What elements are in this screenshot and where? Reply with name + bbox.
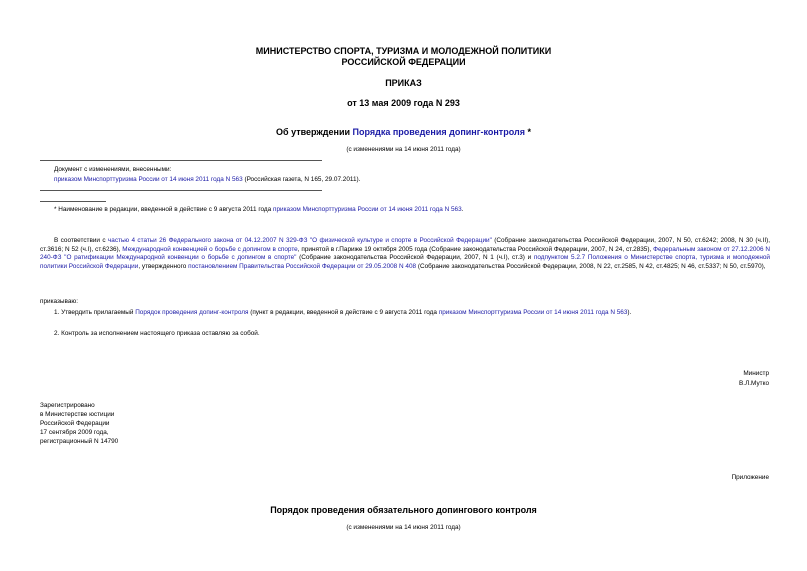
- document-title: [0, 127, 807, 137]
- ministry-line-1: МИНИСТЕРСТВО СПОРТА, ТУРИЗМА И МОЛОДЕЖНОЙ ПОЛИТИКИ: [255, 46, 552, 56]
- preamble-paragraph: [40, 237, 770, 271]
- item1-text-3: ).: [627, 309, 632, 316]
- amend-box-top-rule: [40, 160, 322, 161]
- item1-text-2: (пункт в редакции, введенной в действие с 9 августа 2011 года: [248, 309, 439, 316]
- preamble-link-convention[interactable]: Международной конвенцией о борьбе с допингом в спорте: [122, 245, 298, 253]
- title-amended: (с изменениями на 14 июня 2011 года): [346, 146, 461, 153]
- footnote-text: * Наименование в редакции, введенной в действие с 9 августа 2011 года: [54, 206, 273, 213]
- title-link[interactable]: Порядка проведения допинг-контроля: [352, 127, 525, 137]
- footnote: [54, 205, 463, 214]
- amend-box-bottom-rule: [40, 190, 322, 191]
- registration-line-1: Зарегистрировано: [40, 402, 95, 409]
- preamble-link-clause-527[interactable]: подпунктом 5.2.7 Положения о Министерстве спорта, туризма и молодежной политики Российской Федерации: [40, 254, 770, 270]
- footnote-rule: [40, 201, 106, 202]
- appendix-amended: (с изменениями на 14 июня 2011 года): [346, 524, 461, 531]
- signature-title: Министр: [743, 370, 769, 377]
- preamble-text-5: , утвержденного: [138, 262, 189, 270]
- appendix-label: Приложение: [731, 474, 769, 481]
- order-item-2: 2. Контроль за исполнением настоящего приказа оставляю за собой.: [54, 330, 260, 337]
- amend-box-link[interactable]: приказом Минспорттуризма России от 14 июня 2011 года N 563: [54, 176, 243, 183]
- registration-line-4: 17 сентября 2009 года,: [40, 429, 109, 436]
- preamble-link-resolution-408[interactable]: постановлением Правительства Российской Федерации от 29.05.2008 N 408: [188, 262, 417, 270]
- title-prefix: Об утверждении: [276, 127, 353, 137]
- appendix-title: Порядок проведения обязательного допингового контроля: [270, 505, 537, 515]
- item1-link-procedure[interactable]: Порядок проведения допинг-контроля: [135, 309, 249, 316]
- title-suffix: *: [524, 127, 531, 137]
- preamble-text-3: , принятой в г.Париже 19 октября 2005 года (Собрание законодательства Российской Федерации, 2007, N 24, ст.2835),: [297, 245, 654, 253]
- preamble-link-law-329[interactable]: частью 4 статьи 26 Федерального закона от 04.12.2007 N 329-ФЗ "О физической культуре и спорте в Российской Федерации": [107, 237, 492, 244]
- footnote-link[interactable]: приказом Минспорттуризма России от 14 июня 2011 года N 563: [272, 206, 462, 213]
- footnote-end: .: [461, 206, 464, 213]
- amend-box-line2: [54, 175, 360, 184]
- amend-box-tail: (Российская газета, N 165, 29.07.2011).: [242, 176, 361, 183]
- doc-type: ПРИКАЗ: [385, 78, 422, 88]
- signature-name: В.Л.Мутко: [739, 380, 769, 387]
- registration-block: [40, 401, 118, 446]
- preamble-text-4: (Собрание законодательства Российской Федерации, 2007, N 1 (ч.I), ст.3) и: [296, 254, 534, 262]
- registration-line-2: в Министерстве юстиции: [40, 411, 115, 418]
- preamble-text-6: (Собрание законодательства Российской Федерации, 2008, N 22, ст.2585, N 42, ст.4825; N 46, ст.5337; N 50, ст.5970),: [416, 262, 766, 270]
- amend-box-line1: Документ с изменениями, внесенными:: [54, 166, 172, 173]
- registration-line-3: Российской Федерации: [40, 420, 110, 427]
- item1-link-order-563[interactable]: приказом Минспорттуризма России от 14 июня 2011 года N 563: [438, 309, 628, 316]
- ministry-line-2: РОССИЙСКОЙ ФЕДЕРАЦИИ: [341, 57, 466, 67]
- preamble-link-law-240[interactable]: Федеральным законом от 27.12.2006 N 240-ФЗ "О ратификации Международной конвенции о борьбе с допингом в спорте": [40, 245, 770, 262]
- item1-text-1: 1. Утвердить прилагаемый: [54, 309, 136, 316]
- date-number: от 13 мая 2009 года N 293: [347, 98, 460, 108]
- order-word: приказываю:: [40, 298, 78, 305]
- order-item-1: [54, 308, 631, 317]
- preamble-text-2: (Собрание законодательства Российской Федерации, 2007, N 50, ст.6242; 2008, N 30 (ч.II), ст.3616; N 52 (ч.I), ст.6236),: [40, 237, 771, 253]
- preamble-text-1: В соответствии с: [54, 237, 108, 244]
- registration-line-5: регистрационный N 14790: [40, 438, 119, 445]
